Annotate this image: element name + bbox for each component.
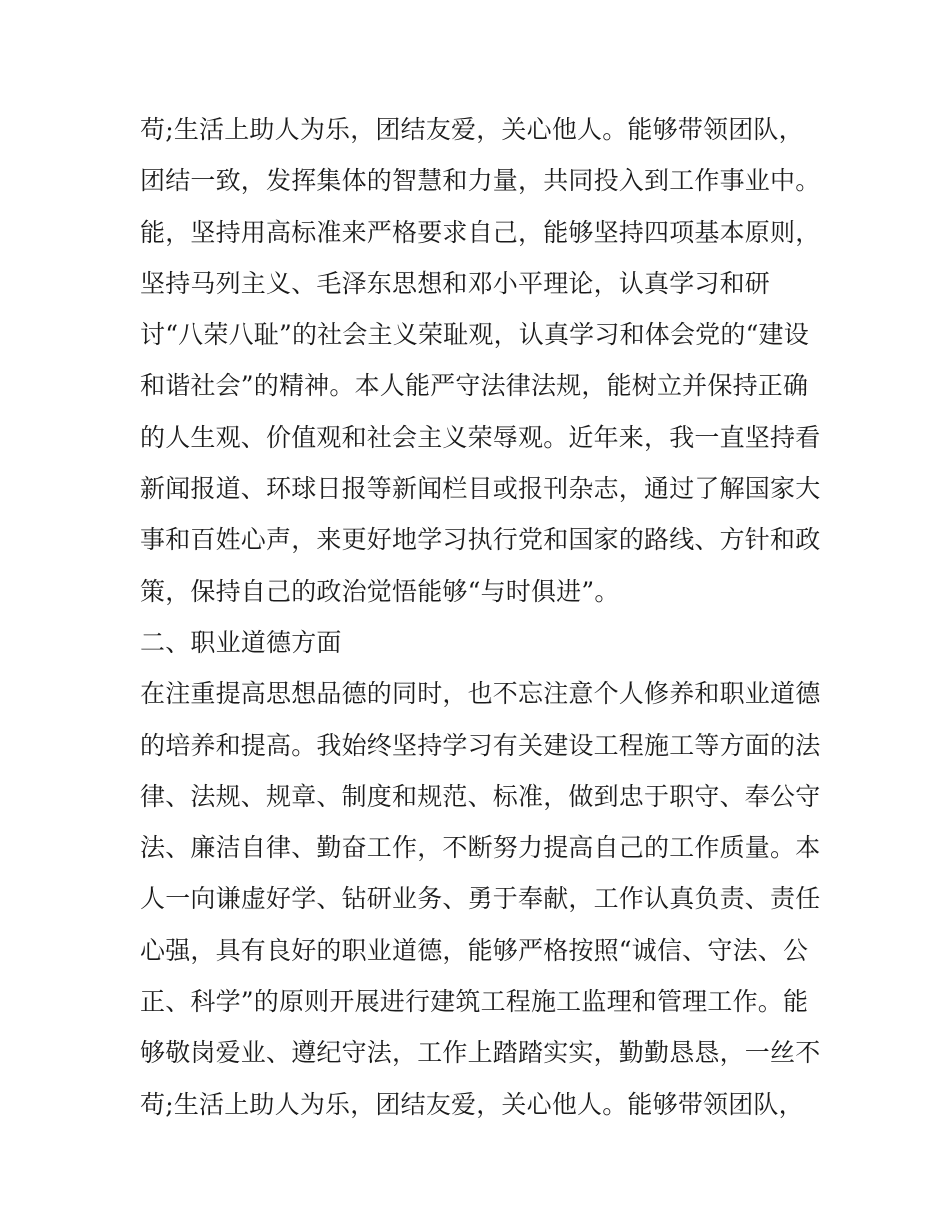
- text-line: 事和百姓心声，来更好地学习执行党和国家的路线、方针和政: [140, 525, 821, 555]
- text-line: 讨“八荣八耻”的社会主义荣耻观，认真学习和体会党的“建设: [140, 320, 809, 350]
- text-line: 团结一致，发挥集体的智慧和力量，共同投入到工作事业中。: [140, 166, 821, 196]
- text-line: 正、科学”的原则开展进行建筑工程施工监理和管理工作。能: [140, 987, 809, 1017]
- text-line: 法、廉洁自律、勤奋工作，不断努力提高自己的工作质量。本: [140, 833, 821, 863]
- text-line: 够敬岗爱业、遵纪守法，工作上踏踏实实，勤勤恳恳，一丝不: [140, 1038, 821, 1068]
- text-line: 能，坚持用高标准来严格要求自己，能够坚持四项基本原则，: [140, 217, 821, 247]
- text-line: 和谐社会”的精神。本人能严守法律法规，能树立并保持正确: [140, 371, 809, 401]
- section-heading: 二、职业道德方面: [140, 627, 342, 657]
- text-line: 新闻报道、环球日报等新闻栏目或报刊杂志，通过了解国家大: [140, 474, 821, 504]
- text-line: 的人生观、价值观和社会主义荣辱观。近年来，我一直坚持看: [140, 422, 821, 452]
- text-line: 苟;生活上助人为乐，团结友爱，关心他人。能够带领团队，: [140, 115, 804, 144]
- document-body: [140, 104, 830, 1130]
- text-line: 的培养和提高。我始终坚持学习有关建设工程施工等方面的法: [140, 730, 821, 760]
- text-line: 在注重提高思想品德的同时，也不忘注意个人修养和职业道德: [140, 679, 821, 709]
- text-line: 心强，具有良好的职业道德，能够严格按照“诚信、守法、公: [140, 935, 809, 965]
- text-line: 律、法规、规章、制度和规范、标准，做到忠于职守、奉公守: [140, 781, 821, 811]
- text-line: 苟;生活上助人为乐，团结友爱，关心他人。能够带领团队，: [140, 1089, 804, 1119]
- text-line: 策，保持自己的政治觉悟能够“与时俱进”。: [140, 576, 620, 606]
- text-line: 人一向谦虚好学、钻研业务、勇于奉献，工作认真负责、责任: [140, 884, 821, 914]
- text-line: 坚持马列主义、毛泽东思想和邓小平理论，认真学习和研: [140, 268, 771, 298]
